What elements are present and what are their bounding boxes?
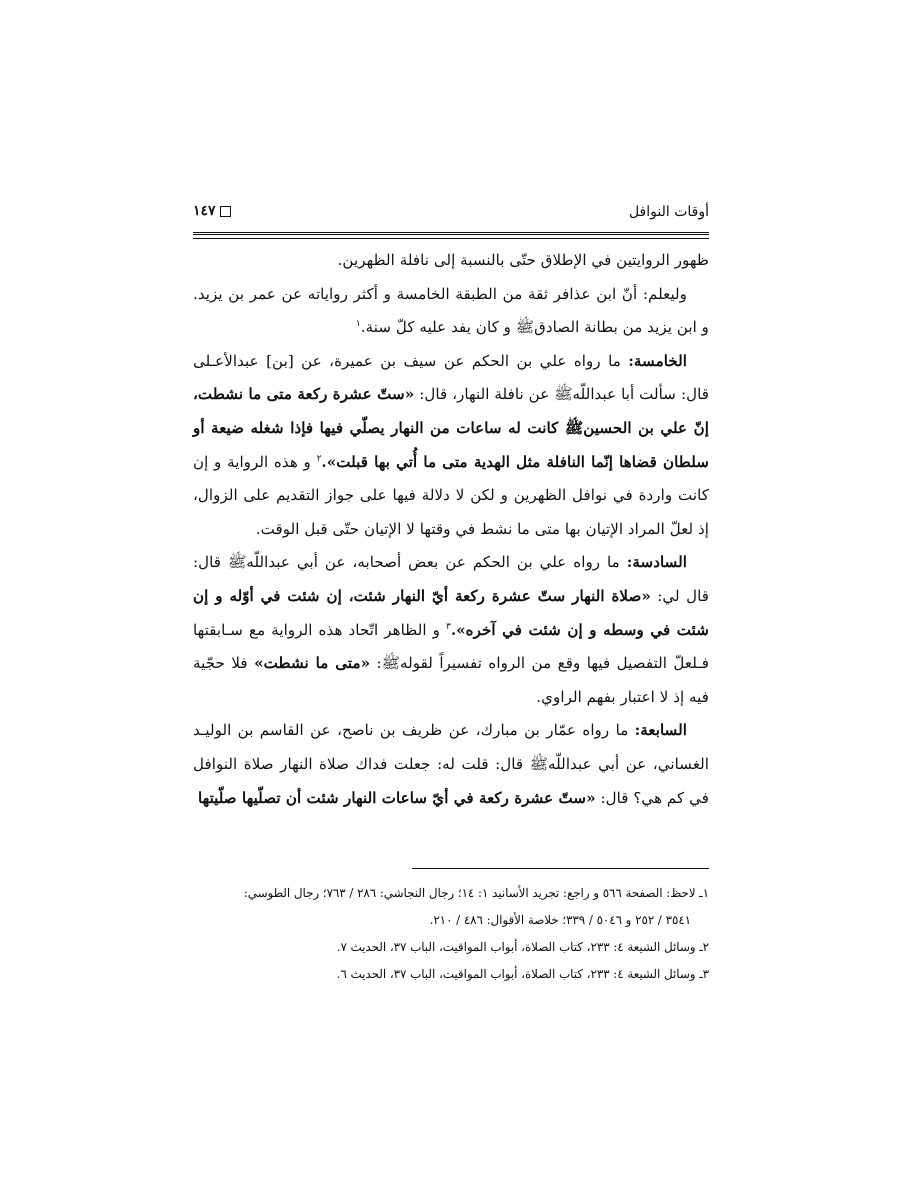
paragraph-4-text-cont: و الظاهر اتّحاد هذه الرواية مع سـابقتها فـلعلّ التفصيل فيها وقع من الرواه تفسيراً لقولهﷺ:: [193, 620, 709, 673]
footnote-1-cont: [193, 907, 709, 934]
footnote-1-line-2: ٣٥٤١ / ٢٥٢ و ٥٠٤٦ / ٣٣٩؛ خلاصة الأقوال: ٤٨٦ / ٢١٠.: [429, 913, 691, 927]
footnote-rule: [412, 868, 709, 869]
paragraph-5-label: السابعة:: [634, 721, 687, 740]
footnote-ref-2: ٢: [316, 453, 322, 464]
paragraph-2: [193, 278, 709, 345]
paragraph-3-quote: «ستّ عشرة ركعة متى ما نشطت، إنّ علي بن الحسينﷺ كانت له ساعات من النهار يصلّي فيها فإذا شغله ضيعة أو سلطان قضاها إنّما النافلة مثل الهدية متى ما أُتي بها قبلت».: [193, 385, 709, 471]
paragraph-4-quote-2: «متى ما نشطت»: [254, 654, 371, 673]
paragraph-1-text: ظهور الروايتين في الإطلاق حتّى بالنسبة إلى نافلة الظهرين.: [337, 251, 709, 269]
paragraph-4-text: ما رواه علي بن الحكم عن بعض أصحابه، عن أبي عبداللّهﷺ قال: قال لي:: [193, 553, 709, 605]
footnote-1-line-1: ١ـ لاحظ: الصفحة ٥٦٦ و راجع: تجريد الأسانيد ١: ١٤؛ رجال النجاشي: ٢٨٦ / ٧٦٣؛ رجال الطوسي:: [243, 886, 709, 900]
paragraph-5: [193, 714, 709, 815]
footnote-ref-3: ٣: [446, 621, 451, 632]
footnote-3: [193, 961, 709, 988]
paragraph-5-text: ما رواه عمّار بن مبارك، عن ظريف بن ناصح، عن القاسم بن الوليـد الغساني، عن أبي عبداللّهﷺ قال: قلت له: جعلت فداك صلاة النهار صلاة النوافل في كم هي؟ قال:: [193, 721, 709, 807]
footnote-2: [193, 934, 709, 961]
page-header: [193, 198, 709, 228]
paragraph-1: [193, 244, 709, 278]
running-title: أوقات النوافل: [628, 204, 709, 220]
paragraph-3-text: ما رواه علي بن الحكم عن سيف بن عميرة، عن [بن] عبدالأعـلى قال: سألت أبا عبداللّهﷺ عن نافلة النهار، قال:: [193, 351, 709, 404]
paragraph-2-text: وليعلم: أنّ ابن عذافر ثقة من الطبقة الخامسة و أكثر رواياته عن عمر بن يزيد. و ابن يزيد من بطانة الصادقﷺ و كان يفد عليه كلّ سنة.: [193, 284, 709, 337]
paragraph-5-quote: «ستّ عشرة ركعة في أيّ ساعات النهار شئت أن تصلّيها صلّيتها: [197, 788, 596, 807]
paragraph-4: [193, 546, 709, 714]
page-number: [193, 203, 231, 219]
page-number-value: ١٤٧: [193, 203, 216, 219]
square-ornament-icon: [220, 206, 231, 217]
header-rule: [193, 232, 709, 239]
paragraph-4-quote: «صلاة النهار ستّ عشرة ركعة أيّ النهار شئت، إن شئت في أوّله و إن شئت في وسطه و إن شئت في آخره».: [193, 586, 709, 639]
paragraph-3-text-cont: و هذه الرواية و إن كانت واردة في نوافل الظهرين و لكن لا دلالة فيها على جواز التقديم على الزوال، إذ لعلّ المراد الإتيان بها متى ما نشط في وقتها لا الإتيان حتّى قبل الوقت.: [193, 452, 709, 538]
footnotes: [193, 880, 709, 988]
footnote-ref-1: ١: [355, 319, 361, 330]
footnote-3-text: ٣ـ وسائل الشيعة ٤: ٢٣٣، كتاب الصلاة، أبواب المواقيت، الباب ٣٧، الحديث ٦.: [336, 967, 709, 981]
paragraph-4-text-end: فلا حجّية فيه إذ لا اعتبار بفهم الراوي.: [193, 654, 709, 706]
main-text: [193, 244, 709, 815]
paragraph-3: [193, 345, 709, 547]
paragraph-3-label: الخامسة:: [628, 351, 687, 370]
footnote-1: [193, 880, 709, 907]
footnote-2-text: ٢ـ وسائل الشيعة ٤: ٢٣٣، كتاب الصلاة، أبواب المواقيت، الباب ٣٧، الحديث ٧.: [336, 940, 709, 954]
paragraph-4-label: السادسة:: [626, 553, 687, 572]
